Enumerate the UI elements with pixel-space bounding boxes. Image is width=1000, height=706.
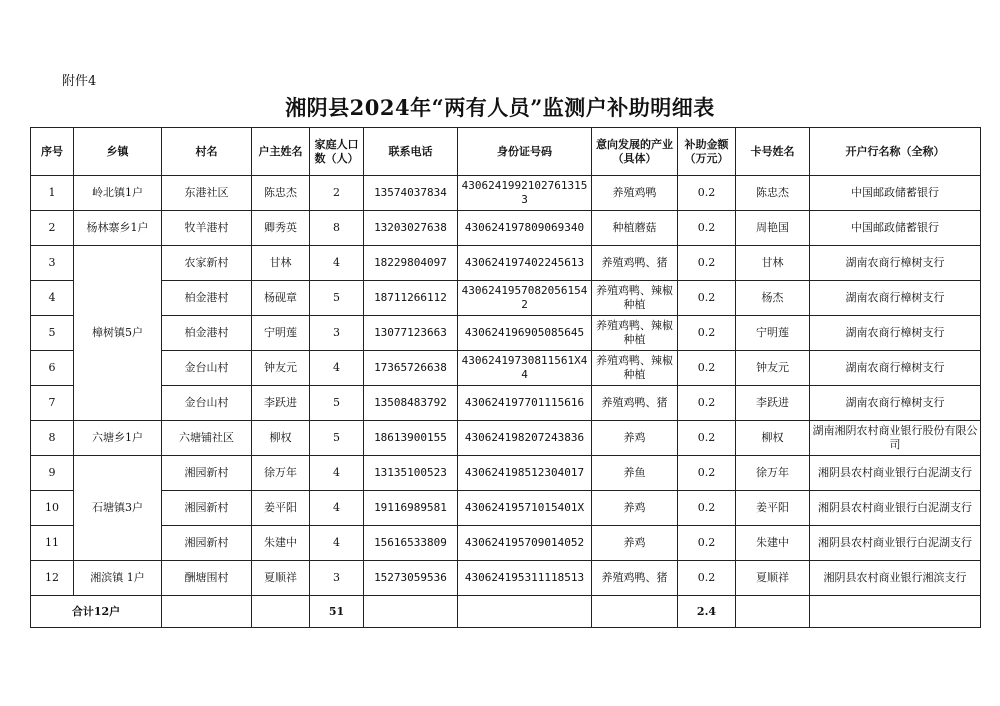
total-empty xyxy=(810,596,981,628)
cell-seq: 11 xyxy=(31,526,74,561)
cell-size: 3 xyxy=(310,316,364,351)
cell-card: 钟友元 xyxy=(736,351,810,386)
header-industry: 意向发展的产业（具体） xyxy=(592,128,678,176)
cell-amount: 0.2 xyxy=(678,211,736,246)
cell-seq: 7 xyxy=(31,386,74,421)
table-row xyxy=(31,456,981,491)
cell-industry: 养鸡 xyxy=(592,526,678,561)
cell-bank: 中国邮政储蓄银行 xyxy=(810,176,981,211)
cell-village: 金台山村 xyxy=(162,386,252,421)
cell-name: 徐万年 xyxy=(252,456,310,491)
cell-card: 柳权 xyxy=(736,421,810,456)
subsidy-table xyxy=(30,127,981,628)
table-row xyxy=(31,386,981,421)
cell-card: 徐万年 xyxy=(736,456,810,491)
cell-name: 宁明莲 xyxy=(252,316,310,351)
cell-phone: 17365726638 xyxy=(364,351,458,386)
cell-bank: 湘阴县农村商业银行湘滨支行 xyxy=(810,561,981,596)
table-row xyxy=(31,561,981,596)
table-row xyxy=(31,526,981,561)
cell-id: 430624197809069340 xyxy=(458,211,592,246)
cell-amount: 0.2 xyxy=(678,491,736,526)
cell-seq: 6 xyxy=(31,351,74,386)
cell-industry: 养殖鸡鸭、辣椒种植 xyxy=(592,281,678,316)
cell-id: 430624195709014052 xyxy=(458,526,592,561)
total-empty xyxy=(252,596,310,628)
cell-industry: 养殖鸡鸭、猪 xyxy=(592,246,678,281)
cell-size: 5 xyxy=(310,281,364,316)
table-row xyxy=(31,316,981,351)
cell-card: 夏顺祥 xyxy=(736,561,810,596)
cell-card: 甘林 xyxy=(736,246,810,281)
cell-amount: 0.2 xyxy=(678,281,736,316)
cell-id: 430624195311118513 xyxy=(458,561,592,596)
cell-name: 甘林 xyxy=(252,246,310,281)
cell-bank: 湖南农商行樟树支行 xyxy=(810,246,981,281)
cell-amount: 0.2 xyxy=(678,386,736,421)
header-village: 村名 xyxy=(162,128,252,176)
cell-size: 5 xyxy=(310,386,364,421)
cell-industry: 养鱼 xyxy=(592,456,678,491)
cell-size: 8 xyxy=(310,211,364,246)
cell-bank: 湖南农商行樟树支行 xyxy=(810,281,981,316)
attachment-label: 附件4 xyxy=(62,74,97,89)
cell-phone: 18711266112 xyxy=(364,281,458,316)
cell-village: 农家新村 xyxy=(162,246,252,281)
cell-phone: 18229804097 xyxy=(364,246,458,281)
total-empty xyxy=(162,596,252,628)
cell-bank: 湖南农商行樟树支行 xyxy=(810,386,981,421)
total-family-size: 51 xyxy=(310,596,364,628)
cell-town: 樟树镇5户 xyxy=(74,246,162,421)
cell-industry: 养殖鸡鸭、猪 xyxy=(592,561,678,596)
cell-town: 岭北镇1户 xyxy=(74,176,162,211)
cell-bank: 湖南农商行樟树支行 xyxy=(810,316,981,351)
total-empty xyxy=(364,596,458,628)
cell-bank: 湖南农商行樟树支行 xyxy=(810,351,981,386)
cell-industry: 养鸡 xyxy=(592,421,678,456)
cell-village: 酬塘围村 xyxy=(162,561,252,596)
cell-card: 陈忠杰 xyxy=(736,176,810,211)
cell-card: 姜平阳 xyxy=(736,491,810,526)
cell-phone: 19116989581 xyxy=(364,491,458,526)
cell-amount: 0.2 xyxy=(678,246,736,281)
cell-name: 姜平阳 xyxy=(252,491,310,526)
cell-id: 430624197701115616 xyxy=(458,386,592,421)
cell-id: 430624199210276131​53 xyxy=(458,176,592,211)
cell-seq: 2 xyxy=(31,211,74,246)
cell-size: 4 xyxy=(310,491,364,526)
cell-name: 李跃进 xyxy=(252,386,310,421)
cell-village: 牧羊港村 xyxy=(162,211,252,246)
cell-id: 430624195708205615​42 xyxy=(458,281,592,316)
cell-size: 4 xyxy=(310,526,364,561)
cell-seq: 5 xyxy=(31,316,74,351)
cell-phone: 13508483792 xyxy=(364,386,458,421)
header-seq: 序号 xyxy=(31,128,74,176)
cell-id: 430624198512304017 xyxy=(458,456,592,491)
cell-town: 杨林寨乡1户 xyxy=(74,211,162,246)
cell-village: 六塘铺社区 xyxy=(162,421,252,456)
cell-bank: 中国邮政储蓄银行 xyxy=(810,211,981,246)
total-empty xyxy=(592,596,678,628)
cell-bank: 湖南湘阴农村商业银行股份有限公司 xyxy=(810,421,981,456)
cell-id: 43062419571015401X xyxy=(458,491,592,526)
header-family-size: 家庭人口数（人） xyxy=(310,128,364,176)
cell-village: 金台山村 xyxy=(162,351,252,386)
header-householder: 户主姓名 xyxy=(252,128,310,176)
cell-village: 湘园新村 xyxy=(162,526,252,561)
cell-phone: 13574037834 xyxy=(364,176,458,211)
cell-phone: 13077123663 xyxy=(364,316,458,351)
cell-seq: 8 xyxy=(31,421,74,456)
cell-card: 宁明莲 xyxy=(736,316,810,351)
cell-bank: 湘阴县农村商业银行白泥湖支行 xyxy=(810,456,981,491)
cell-card: 杨杰 xyxy=(736,281,810,316)
cell-amount: 0.2 xyxy=(678,316,736,351)
cell-phone: 18613900155 xyxy=(364,421,458,456)
cell-industry: 种植蘑菇 xyxy=(592,211,678,246)
header-bank: 开户行名称（全称） xyxy=(810,128,981,176)
header-amount: 补助金额（万元） xyxy=(678,128,736,176)
cell-bank: 湘阴县农村商业银行白泥湖支行 xyxy=(810,526,981,561)
cell-name: 柳权 xyxy=(252,421,310,456)
cell-card: 李跃进 xyxy=(736,386,810,421)
cell-industry: 养殖鸡鸭、猪 xyxy=(592,386,678,421)
cell-seq: 10 xyxy=(31,491,74,526)
table-row xyxy=(31,421,981,456)
cell-amount: 0.2 xyxy=(678,176,736,211)
cell-amount: 0.2 xyxy=(678,526,736,561)
cell-industry: 养鸡 xyxy=(592,491,678,526)
cell-town: 石塘镇3户 xyxy=(74,456,162,561)
total-empty xyxy=(458,596,592,628)
cell-amount: 0.2 xyxy=(678,561,736,596)
cell-seq: 1 xyxy=(31,176,74,211)
cell-name: 杨砚章 xyxy=(252,281,310,316)
total-row xyxy=(31,596,981,628)
total-label: 合计12户 xyxy=(31,596,162,628)
cell-size: 5 xyxy=(310,421,364,456)
cell-industry: 养殖鸡鸭、辣椒种植 xyxy=(592,351,678,386)
cell-phone: 15273059536 xyxy=(364,561,458,596)
cell-village: 柏金港村 xyxy=(162,281,252,316)
cell-industry: 养殖鸡鸭 xyxy=(592,176,678,211)
cell-id: 430624197308115​61X44 xyxy=(458,351,592,386)
cell-amount: 0.2 xyxy=(678,421,736,456)
cell-name: 夏顺祥 xyxy=(252,561,310,596)
cell-town: 六塘乡1户 xyxy=(74,421,162,456)
table-row xyxy=(31,176,981,211)
cell-card: 周艳国 xyxy=(736,211,810,246)
total-empty xyxy=(736,596,810,628)
total-amount: 2.4 xyxy=(678,596,736,628)
cell-name: 钟友元 xyxy=(252,351,310,386)
cell-card: 朱建中 xyxy=(736,526,810,561)
table-row xyxy=(31,211,981,246)
table-row xyxy=(31,246,981,281)
cell-seq: 9 xyxy=(31,456,74,491)
table-row xyxy=(31,351,981,386)
header-id-number: 身份证号码 xyxy=(458,128,592,176)
cell-industry: 养殖鸡鸭、辣椒种植 xyxy=(592,316,678,351)
header-row xyxy=(31,128,981,176)
cell-village: 湘园新村 xyxy=(162,456,252,491)
cell-size: 2 xyxy=(310,176,364,211)
table-row xyxy=(31,281,981,316)
cell-phone: 15616533809 xyxy=(364,526,458,561)
cell-seq: 3 xyxy=(31,246,74,281)
cell-amount: 0.2 xyxy=(678,351,736,386)
cell-amount: 0.2 xyxy=(678,456,736,491)
page-title: 湘阴县2024年“两有人员”监测户补助明细表 xyxy=(285,95,715,120)
cell-town: 湘滨镇 1户 xyxy=(74,561,162,596)
cell-name: 卿秀英 xyxy=(252,211,310,246)
cell-size: 3 xyxy=(310,561,364,596)
header-town: 乡镇 xyxy=(74,128,162,176)
header-card-name: 卡号姓名 xyxy=(736,128,810,176)
table-row xyxy=(31,491,981,526)
cell-id: 430624198207243836 xyxy=(458,421,592,456)
cell-name: 陈忠杰 xyxy=(252,176,310,211)
header-phone: 联系电话 xyxy=(364,128,458,176)
cell-id: 430624196905085645 xyxy=(458,316,592,351)
cell-seq: 12 xyxy=(31,561,74,596)
cell-seq: 4 xyxy=(31,281,74,316)
cell-size: 4 xyxy=(310,456,364,491)
cell-phone: 13135100523 xyxy=(364,456,458,491)
cell-size: 4 xyxy=(310,246,364,281)
cell-id: 430624197402245613 xyxy=(458,246,592,281)
cell-bank: 湘阴县农村商业银行白泥湖支行 xyxy=(810,491,981,526)
cell-village: 东港社区 xyxy=(162,176,252,211)
cell-name: 朱建中 xyxy=(252,526,310,561)
cell-village: 柏金港村 xyxy=(162,316,252,351)
cell-size: 4 xyxy=(310,351,364,386)
cell-phone: 13203027638 xyxy=(364,211,458,246)
cell-village: 湘园新村 xyxy=(162,491,252,526)
